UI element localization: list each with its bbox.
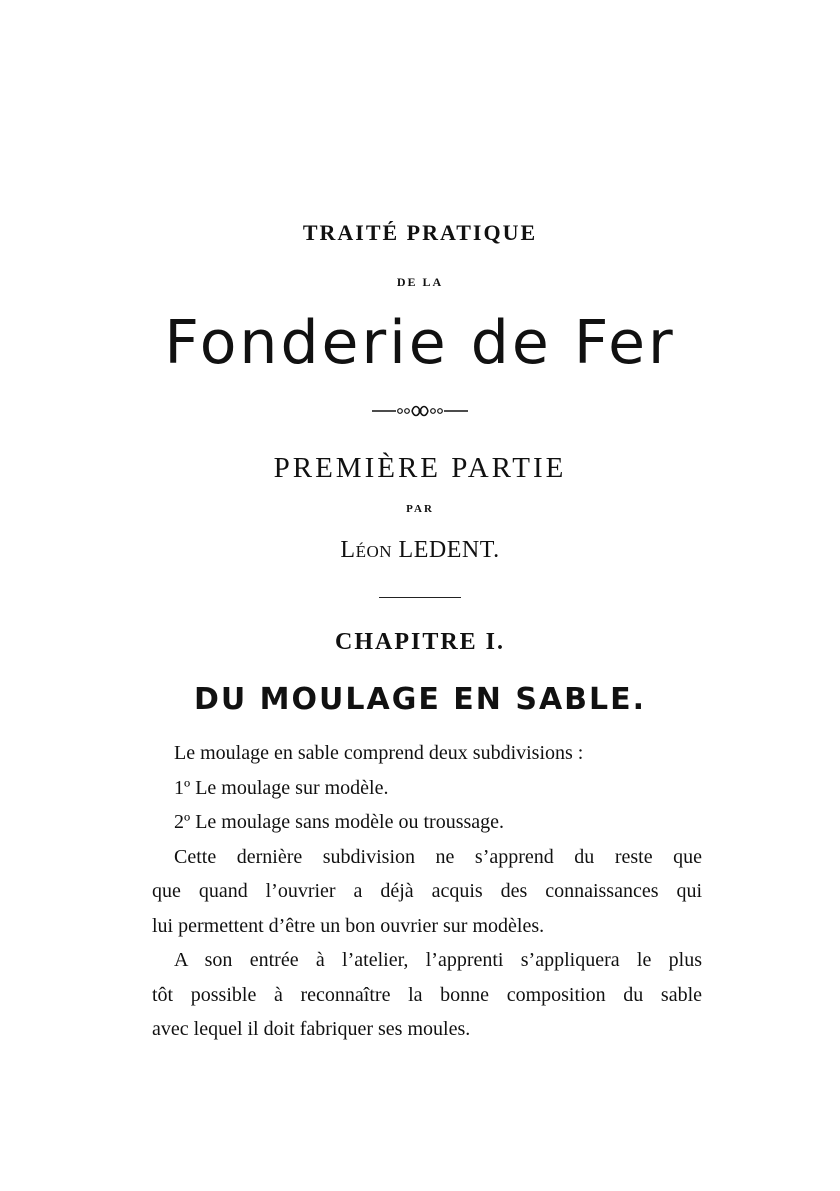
body-line: Cette dernière subdivision ne s’apprend du reste que (174, 845, 702, 868)
body-line: lui permettent d’être un bon ouvrier sur modèles. (152, 914, 545, 937)
part-heading: PREMIÈRE PARTIE (273, 452, 567, 484)
ornament-divider-icon (0, 402, 840, 422)
body-line: A son entrée à l’atelier, l’apprenti s’appliquera le plus (174, 949, 702, 971)
title-connector: DE LA (396, 275, 444, 289)
body-line: avec lequel il doit fabriquer ses moules. (152, 1018, 471, 1040)
body-line: 2º Le moulage sans modèle ou troussage. (174, 811, 505, 833)
body-line: tôt possible à reconnaître la bonne composition du sable (152, 983, 702, 1006)
chapter-title: DU MOULAGE EN SABLE. (193, 682, 647, 717)
main-title: Fonderie de Fer (164, 308, 676, 378)
chapter-number: CHAPITRE I. (334, 629, 506, 655)
author-first-initial: L (340, 537, 356, 563)
by-label: PAR (406, 503, 434, 515)
horizontal-rule (0, 597, 840, 599)
author-first-rest: ÉON (355, 542, 393, 561)
author-name (0, 537, 840, 564)
body-line: 1º Le moulage sur modèle. (174, 776, 389, 799)
body-text (152, 736, 702, 1047)
body-line: Le moulage en sable comprend deux subdivisions : (174, 742, 584, 764)
author-last-name: LEDENT. (398, 537, 500, 563)
body-line: que quand l’ouvrier a déjà acquis des connaissances qui (152, 880, 702, 902)
series-title: TRAITÉ PRATIQUE (302, 220, 538, 245)
